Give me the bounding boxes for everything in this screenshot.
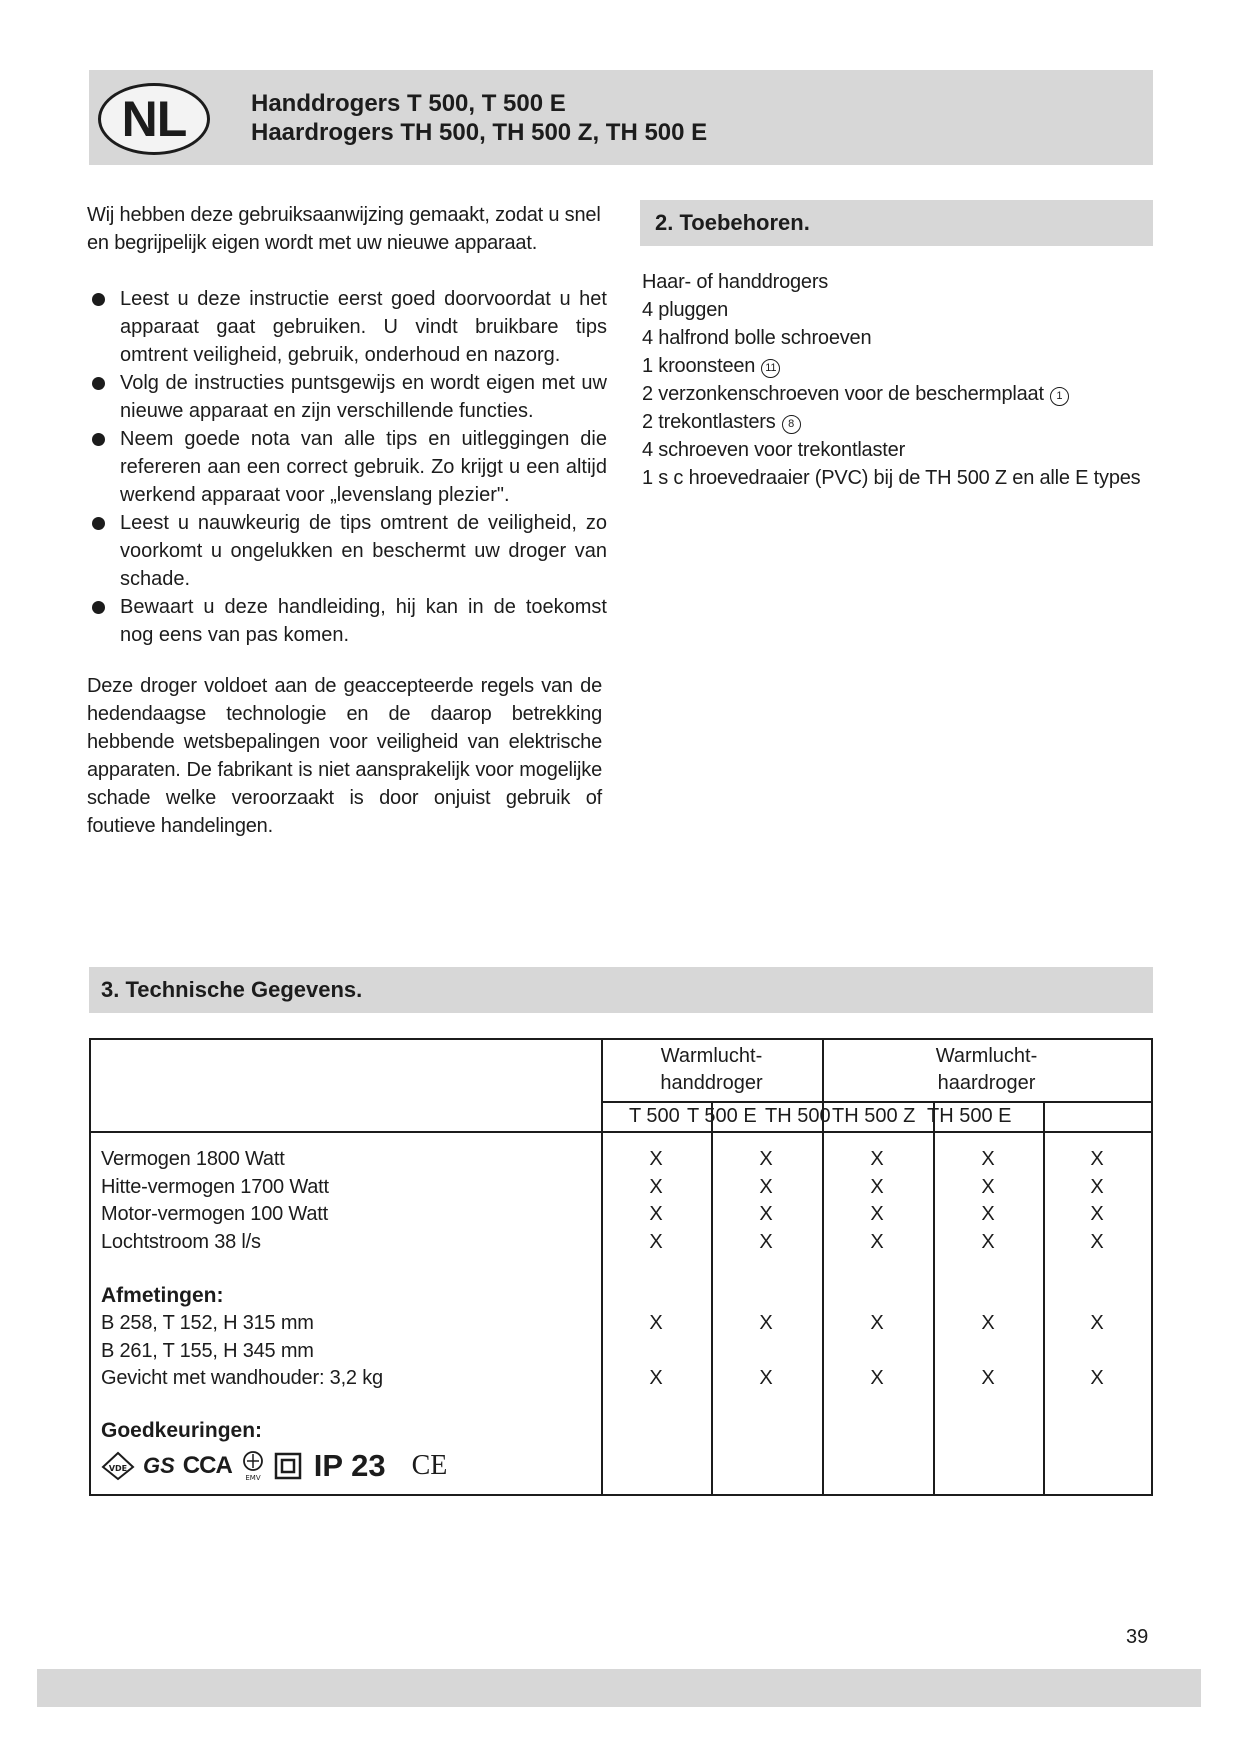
intro-bullet-list	[87, 285, 607, 649]
column-group-haardroger: Warmlucht- haardroger	[935, 1045, 1038, 1094]
accessories-list	[642, 268, 1140, 492]
cca-mark: CCA	[182, 1452, 232, 1479]
spec-mark: X	[759, 1230, 773, 1253]
spec-mark: X	[1090, 1312, 1104, 1334]
spec-mark: X	[759, 1175, 773, 1198]
bullet-dot-icon	[92, 517, 105, 530]
approvals-heading: Goedkeuringen:	[101, 1419, 263, 1442]
accessory-item: Haar- of handdrogers	[642, 271, 829, 293]
spec-mark: X	[870, 1203, 884, 1225]
vde-mark-icon	[101, 1451, 135, 1481]
spec-mark: X	[759, 1312, 773, 1334]
accessory-item: 2 trekontlasters 8	[642, 408, 1140, 436]
approval-marks	[101, 1448, 447, 1484]
model-header: TH 500	[765, 1105, 831, 1127]
spec-mark: X	[981, 1367, 995, 1389]
footer-band	[37, 1669, 1201, 1707]
accessory-item: 4 schroeven voor trekontlaster	[642, 439, 906, 461]
intro-bullet: Neem goede nota van alle tips en uitleggingen die refereren aan een correct gebruik. Zo krijgt u een altijd werkend apparaat voor „levenslang plezier".	[87, 425, 607, 509]
bullet-dot-icon	[92, 293, 105, 306]
spec-mark: X	[649, 1230, 663, 1253]
emv-mark-text: EMV	[245, 1474, 261, 1482]
spec-row-label: B 261, T 155, H 345 mm	[101, 1339, 314, 1362]
spec-mark: X	[981, 1175, 995, 1198]
bullet-dot-icon	[92, 377, 105, 390]
spec-mark: X	[759, 1203, 773, 1225]
accessories-heading: 2. Toebehoren.	[655, 210, 810, 235]
accessory-item: 4 pluggen	[642, 299, 729, 321]
header-title-line1: Handdrogers T 500, T 500 E	[251, 90, 566, 117]
intro-text: Wij hebben deze gebruiksaanwijzing gemaakt, zodat u snel en begrijpelijk eigen wordt met uw nieuwe apparaat.	[87, 204, 601, 254]
accessory-item: 1 s c hroevedraaier (PVC) bij de TH 500 Z en alle E types	[642, 467, 1141, 489]
model-header: TH 500 Z	[832, 1105, 916, 1127]
spec-row-label: Lochtstroom 38 l/s	[101, 1230, 261, 1253]
spec-mark: X	[981, 1230, 995, 1253]
tech-heading: 3. Technische Gegevens.	[101, 977, 363, 1002]
model-header: T 500	[629, 1105, 680, 1127]
bullet-dot-icon	[92, 433, 105, 446]
table-divider	[601, 1040, 603, 1494]
intro-bullet: Leest u nauwkeurig de tips omtrent de veiligheid, zo voorkomt u ongelukken en beschermt uw droger van schade.	[87, 509, 607, 593]
ip-rating: IP 23	[313, 1448, 386, 1483]
spec-mark: X	[1090, 1367, 1104, 1389]
spec-mark: X	[759, 1367, 773, 1389]
reference-number-icon: 8	[782, 415, 801, 434]
gs-mark-icon: GS	[143, 1453, 175, 1478]
table-divider	[91, 1131, 1151, 1133]
spec-mark: X	[649, 1312, 663, 1334]
table-divider	[711, 1101, 713, 1494]
bullet-dot-icon	[92, 601, 105, 614]
ce-mark-icon: CE	[411, 1450, 448, 1481]
spec-mark: X	[759, 1148, 773, 1170]
spec-mark: X	[870, 1175, 884, 1198]
spec-row-label: Motor-vermogen 100 Watt	[101, 1203, 328, 1225]
intro-bullet: Bewaart u deze handleiding, hij kan in de toekomst nog eens van pas komen.	[87, 593, 607, 649]
spec-mark: X	[649, 1175, 663, 1198]
spec-mark: X	[649, 1203, 663, 1225]
reference-number-icon: 1	[1050, 387, 1069, 406]
tech-table	[89, 1038, 1153, 1496]
dimensions-heading: Afmetingen:	[101, 1284, 224, 1307]
model-header: TH 500 E	[927, 1105, 1012, 1127]
spec-mark: X	[870, 1230, 884, 1253]
double-insulation-icon	[274, 1452, 302, 1480]
spec-mark: X	[981, 1203, 995, 1225]
header-title-line2: Haardrogers TH 500, TH 500 Z, TH 500 E	[251, 119, 708, 146]
column-group-handdroger: Warmlucht- handdroger	[660, 1045, 763, 1094]
disclaimer-text: Deze droger voldoet aan de geaccepteerde regels van de hedendaagse technologie en de daarop betrekking hebbende wetsbepalingen voor veiligheid van elektrische apparaten. De fabrikant is niet aansprakelijk voor mogelijke schade welke veroorzaakt is door onjuist gebruik of foutieve handelingen.	[87, 675, 602, 837]
spec-mark: X	[1090, 1175, 1104, 1198]
spec-mark: X	[1090, 1230, 1104, 1253]
language-badge: NL	[98, 83, 210, 155]
model-header: T 500 E	[687, 1105, 757, 1127]
intro-bullet: Volg de instructies puntsgewijs en wordt eigen met uw nieuwe apparaat en zijn verschillende functies.	[87, 369, 607, 425]
spec-mark: X	[870, 1148, 884, 1170]
spec-row-label: Hitte-vermogen 1700 Watt	[101, 1175, 329, 1198]
accessory-item: 2 verzonkenschroeven voor de beschermplaat 1	[642, 380, 1140, 408]
table-divider	[933, 1101, 935, 1494]
spec-mark: X	[870, 1367, 884, 1389]
spec-mark: X	[649, 1148, 663, 1170]
accessory-item: 1 kroonsteen 11	[642, 352, 1140, 380]
spec-row-label: B 258, T 152, H 315 mm	[101, 1312, 314, 1334]
intro-bullet: Leest u deze instructie eerst goed doorvoordat u het apparaat gaat gebruiken. U vindt bruikbare tips omtrent veiligheid, gebruik, onderhoud en nazorg.	[87, 285, 607, 369]
vde-mark-text: VDE	[108, 1464, 128, 1473]
spec-row-label: Gevicht met wandhouder: 3,2 kg	[101, 1367, 383, 1389]
spec-mark: X	[649, 1367, 663, 1389]
spec-mark: X	[981, 1148, 995, 1170]
spec-row-label: Vermogen 1800 Watt	[101, 1148, 285, 1170]
spec-mark: X	[981, 1312, 995, 1334]
emv-mark-icon	[240, 1450, 266, 1482]
reference-number-icon: 11	[761, 359, 780, 378]
spec-mark: X	[870, 1312, 884, 1334]
table-divider	[1043, 1101, 1045, 1494]
page-number: 39	[1126, 1626, 1149, 1648]
accessory-item: 4 halfrond bolle schroeven	[642, 327, 872, 349]
spec-mark: X	[1090, 1203, 1104, 1225]
spec-mark: X	[1090, 1148, 1104, 1170]
